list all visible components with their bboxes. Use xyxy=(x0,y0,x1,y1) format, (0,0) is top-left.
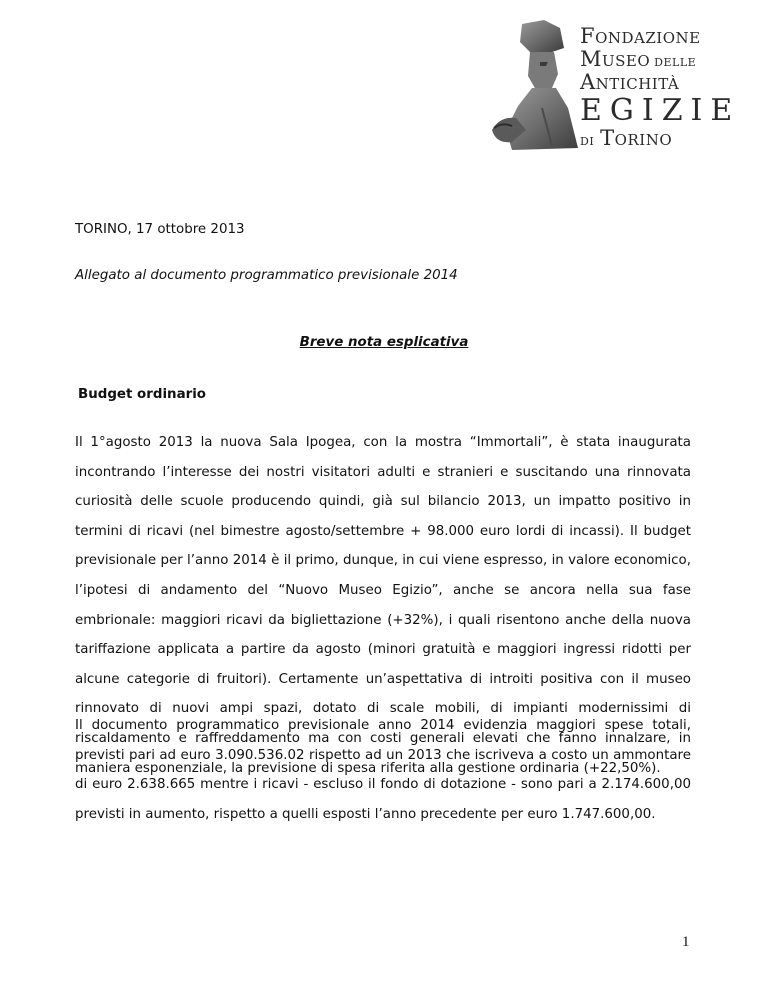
page-number: 1 xyxy=(682,934,690,950)
section-title: Budget ordinario xyxy=(78,387,206,402)
document-heading: Breve nota esplicativa xyxy=(299,335,469,350)
logo-wordmark xyxy=(580,26,740,152)
logo-line-egizie: EGIZIE xyxy=(580,93,741,128)
logo-line-torino: di Torino xyxy=(580,126,673,150)
attachment-note: Allegato al documento programmatico previsionale 2014 xyxy=(75,268,458,283)
logo-line-fondazione: Fondazione xyxy=(580,24,701,48)
egyptian-statue-icon xyxy=(482,18,592,158)
paragraph-budget-totals: Il documento programmatico previsionale anno 2014 evidenzia maggiori spese totali, previsti pari ad euro 3.090.536.02 rispetto ad un 2013 che iscriveva a costo un ammontare di euro 2.638.665 mentre i ricavi - escluso il fondo di dotazione - sono pari a 2.174.600,00 previsti in aumento, rispetto a quelli esposti l’anno precedente per euro 1.747.600,00. xyxy=(75,718,691,822)
logo-line-museo: Museo delle xyxy=(580,47,697,71)
foundation-logo xyxy=(482,12,741,162)
logo-line-antichita: Antichità xyxy=(580,70,680,94)
document-date: TORINO, 17 ottobre 2013 xyxy=(75,222,245,237)
paragraph-budget-intro: Il 1°agosto 2013 la nuova Sala Ipogea, con la mostra “Immortali”, è stata inaugurata incontrando l’interesse dei nostri visitatori adulti e stranieri e suscitando una rinnovata curiosità delle scuole producendo quindi, già sul bilancio 2013, un impatto positivo in termini di ricavi (nel bimestre agosto/settembre + 98.000 euro lordi di incassi). Il budget previsionale per l’anno 2014 è il primo, dunque, in cui viene espresso, in valore economico, l’ipotesi di andamento del “Nuovo Museo Egizio”, anche se ancora nella sua fase embrionale: maggiori ricavi da bigliettazione (+32%), i quali risentono anche della nuova tariffazione applicata a partire da agosto (minori gratuità e maggiori ingressi ridotti per alcune categorie di fruitori). Certamente un’aspettativa di introiti positiva con il museo rinnovato di nuovi ampi spazi, dotato di scale mobili, di impianti modernissimi di riscaldamento e raffreddamento ma con costi generali elevati che fanno innalzare, in maniera esponenziale, la previsione di spesa riferita alla gestione ordinaria (+22,50%). xyxy=(75,435,691,776)
